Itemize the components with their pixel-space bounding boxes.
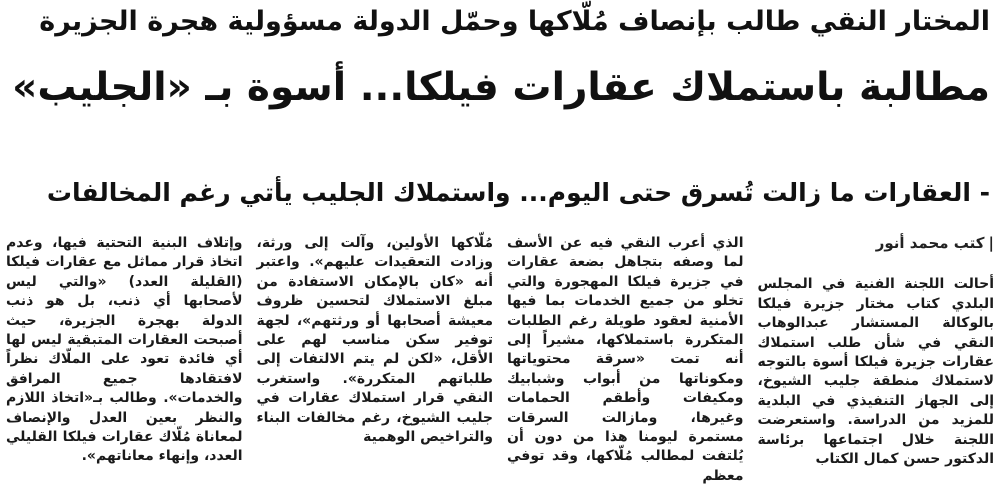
- article-column-3: [257, 234, 494, 475]
- byline: [758, 234, 995, 253]
- article-kicker: المختار النقي طالب بإنصاف مُلّاكها وحمّل الدولة مسؤولية هجرة الجزيرة: [39, 6, 990, 37]
- byline-author: كتب محمد أنور: [875, 234, 985, 252]
- column-text: وإتلاف البنية التحتية فيها، وعدم اتخاذ قرار مماثل مع عقارات فيلكا (القليلة العدد) «والتي ليس لأصحابها أي ذنب، بل هو ذنب الدولة بهجرة الجزيرة، حيث أصبحت العقارات المتبقية ليس لها أي فائدة تعود على الملّاك نظراً لافتقادها جميع المرافق والخدمات». وطالب بـ«اتخاذ اللازم والنظر بعين العدل والإنصاف لمعاناة مُلّاك عقارات فيلكا القليلي العدد، وإنهاء معاناتهم».: [6, 235, 243, 465]
- article-column-4: [6, 234, 243, 475]
- column-text: مُلّاكها الأولين، وآلت إلى ورثة، وزادت التعقيدات عليهم». واعتبر أنه «كان بالإمكان الاستفادة من مبلغ الاستملاك لتحسين ظروف معيشة أصحابها أو ورثتهم»، لجهة توفير سكن مناسب لهم على الأقل، «لكن لم يتم الالتفات إلى طلباتهم المتكررة». واستغرب النقي قرار استملاك عقارات في جليب الشيوخ، رغم مخالفات البناء والتراخيص الوهمية: [256, 235, 493, 446]
- article-column-2: [507, 234, 744, 484]
- column-text: أحالت اللجنة الفنية في المجلس البلدي كتاب مختار جزيرة فيلكا بالوكالة المستشار عبدالوهاب النقي في شأن طلب استملاك عقارات جزيرة فيلكا أسوة بالتوجه لاستملاك منطقة جليب الشيوخ، إلى الجهاز التنفيذي في البلدية للمزيد من الدراسة. واستعرضت اللجنة خلال اجتماعها برئاسة الدكتور حسن كمال الكتاب: [757, 276, 994, 468]
- article-deck: - العقارات ما زالت تُسرق حتى اليوم... واستملاك الجليب يأتي رغم المخالفات: [46, 178, 990, 207]
- byline-separator: |: [988, 234, 994, 252]
- column-text: الذي أعرب النقي فيه عن الأسف لما وصفه بتجاهل بضعة عقارات في جزيرة فيلكا المهجورة والتي تخلو من جميع الخدمات بما فيها الأمنية لعقود طويلة رغم الطلبات المتكررة باستملاكها، مشيراً إلى أنه تمت «سرقة محتوياتها ومكوناتها من أبواب وشبابيك ومكيفات وأطقم الحمامات وغيرها، ومازالت السرقات مستمرة ليومنا هذا من دون أن يُلتفت لمطالب مُلّاكها، وقد توفي معظم: [507, 235, 744, 484]
- article-body: [6, 234, 994, 484]
- article-title: مطالبة باستملاك عقارات فيلكا... أسوة بـ «الجليب»: [12, 65, 990, 110]
- article-column-1: [758, 234, 995, 475]
